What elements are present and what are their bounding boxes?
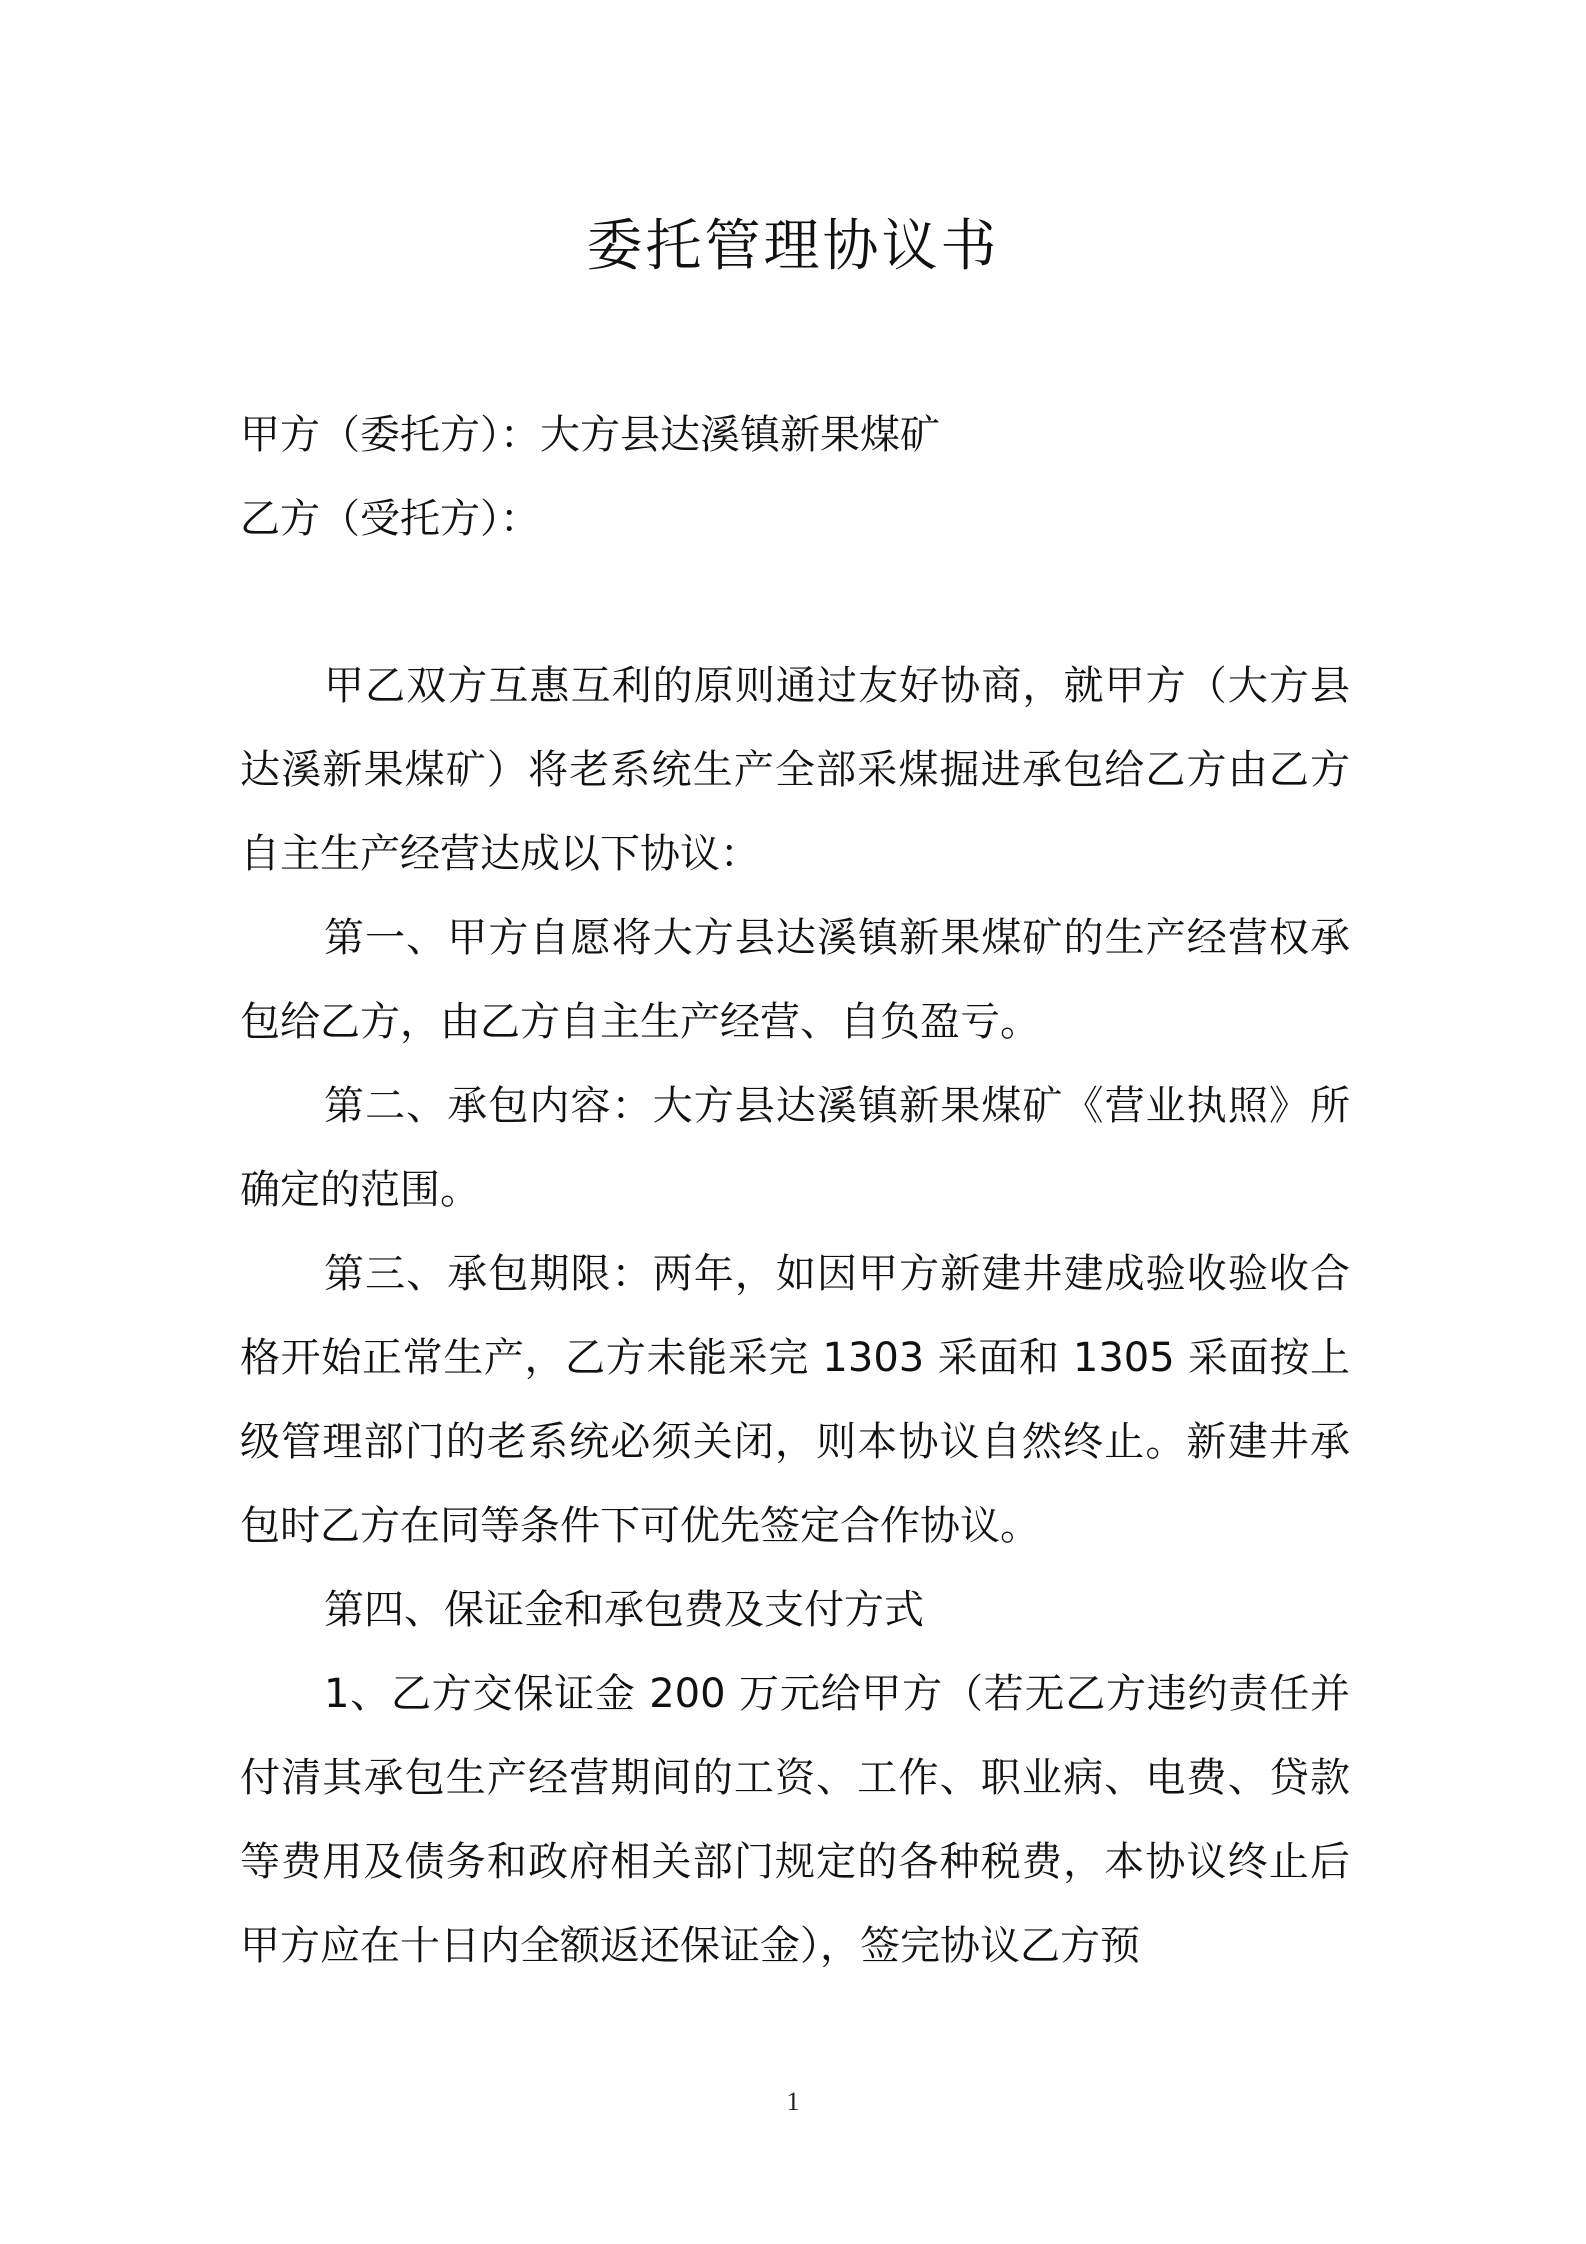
document-title: 委托管理协议书 [586, 214, 1000, 279]
paragraph-clause-4-item-1: 1、乙方交保证金 200 万元给甲方（若无乙方违约责任并付清其承包生产经营期间的工资、工作、职业病、电费、贷款等费用及债务和政府相关部门规定的各种税费，本协议终止后甲方应在十日内全额返还保证金），签完协议乙方预 [240, 1671, 1350, 1969]
paragraph-clause-1: 第一、甲方自愿将大方县达溪镇新果煤矿的生产经营权承包给乙方，由乙方自主生产经营、自负盈亏。 [240, 915, 1350, 1045]
paragraph-intro: 甲乙双方互惠互利的原则通过友好协商，就甲方（大方县达溪新果煤矿）将老系统生产全部采煤掘进承包给乙方由乙方自主生产经营达成以下协议： [240, 663, 1350, 877]
page-number: 1 [786, 2087, 800, 2116]
party-b-line: 乙方（受托方）： [240, 496, 540, 542]
paragraph-clause-4-heading: 第四、保证金和承包费及支付方式 [324, 1587, 924, 1633]
paragraph-clause-2: 第二、承包内容：大方县达溪镇新果煤矿《营业执照》所确定的范围。 [240, 1083, 1350, 1213]
document-body [240, 644, 1350, 1988]
paragraph-clause-3: 第三、承包期限：两年，如因甲方新建井建成验收验收合格开始正常生产，乙方未能采完 1303 采面和 1305 采面按上级管理部门的老系统必须关闭，则本协议自然终止。新建井承包时乙方在同等条件下可优先签定合作协议。 [240, 1251, 1350, 1549]
party-a-line: 甲方（委托方）：大方县达溪镇新果煤矿 [240, 412, 940, 458]
